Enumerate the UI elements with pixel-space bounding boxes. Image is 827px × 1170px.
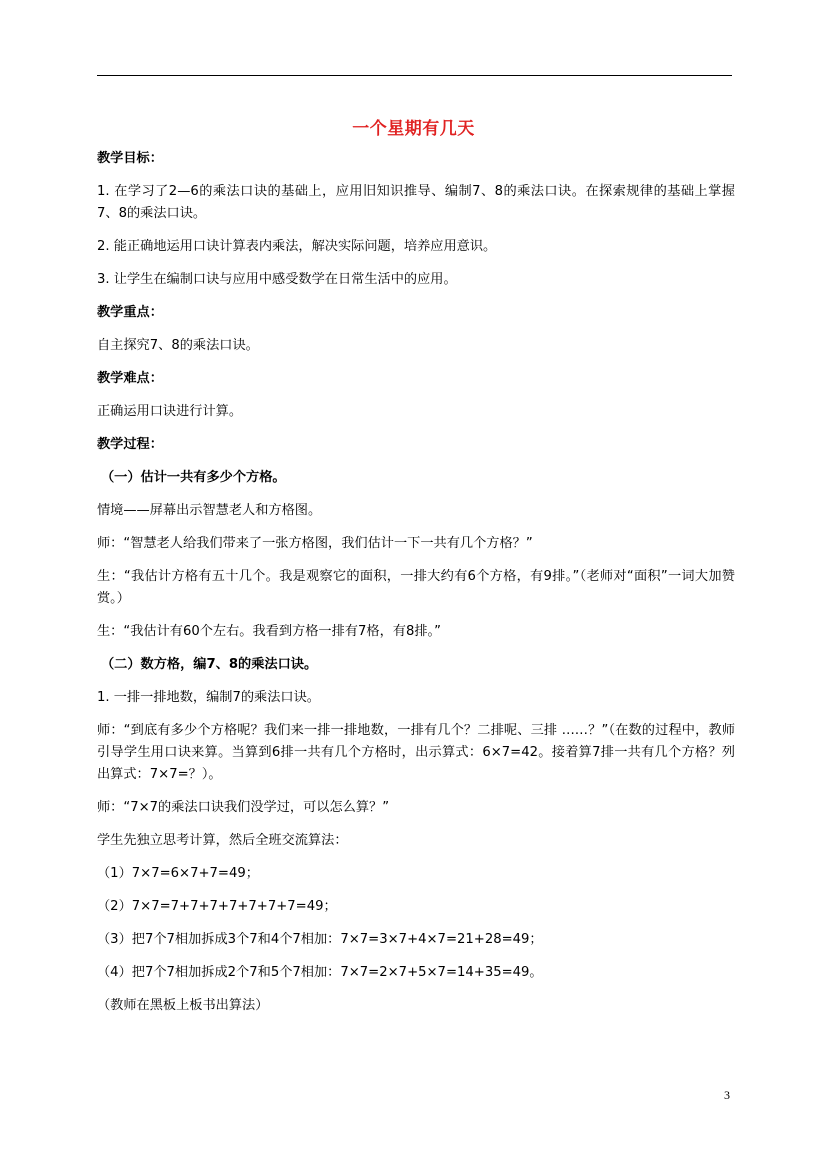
process-paragraph: 师：“到底有多少个方格呢？我们来一排一排地数，一排有几个？二排呢、三排 ……？”（在数的过程中，教师引导学生用口诀来算。当算到6排一共有几个方格时，出示算式：6×7=42。接着算7排一共有几个方格？列出算式：7×7=？）。 <box>97 723 735 782</box>
process-step-2-heading: （二）数方格，编7、8的乘法口诀。 <box>101 657 318 672</box>
objective-3: 3. 让学生在编制口诀与应用中感受数学在日常生活中的应用。 <box>97 272 457 287</box>
calculation-method: （4）把7个7相加拆成2个7和5个7相加：7×7=2×7+5×7=14+35=49。 <box>97 965 543 980</box>
key-point-text: 自主探究7、8的乘法口诀。 <box>97 338 259 353</box>
calculation-method: （3）把7个7相加拆成3个7和4个7相加：7×7=3×7+4×7=21+28=49； <box>97 932 543 947</box>
section-heading-key-points: 教学重点： <box>97 305 163 320</box>
difficulty-text: 正确运用口诀进行计算。 <box>97 404 243 419</box>
objective-1: 1. 在学习了2—6的乘法口诀的基础上，应用旧知识推导、编制7、8的乘法口诀。在探索规律的基础上掌握7、8的乘法口诀。 <box>97 184 735 221</box>
objective-2: 2. 能正确地运用口诀计算表内乘法，解决实际问题，培养应用意识。 <box>97 239 497 254</box>
process-paragraph: 情境——屏幕出示智慧老人和方格图。 <box>97 503 322 518</box>
section-heading-difficulties: 教学难点： <box>97 371 163 386</box>
calculation-method: （2）7×7=7+7+7+7+7+7+7=49； <box>97 899 337 914</box>
process-step-1-heading: （一）估计一共有多少个方格。 <box>101 470 286 485</box>
document-body <box>97 148 735 1028</box>
process-paragraph: 生：“我估计有60个左右。我看到方格一排有7格，有8排。” <box>97 624 441 639</box>
process-paragraph: 生：“我估计方格有五十几个。我是观察它的面积，一排大约有6个方格，有9排。”（老师对“面积”一词大加赞赏。） <box>97 569 735 606</box>
document-title: 一个星期有几天 <box>352 119 475 139</box>
teacher-note: （教师在黑板上板书出算法） <box>97 998 269 1013</box>
process-paragraph: 1. 一排一排地数，编制7的乘法口诀。 <box>97 690 320 705</box>
header-rule <box>97 75 732 76</box>
process-paragraph: 师：“智慧老人给我们带来了一张方格图，我们估计一下一共有几个方格？” <box>97 536 533 551</box>
process-paragraph: 师：“7×7的乘法口诀我们没学过，可以怎么算？” <box>97 800 390 815</box>
section-heading-process: 教学过程： <box>97 437 163 452</box>
page-number: 3 <box>724 1088 730 1102</box>
section-heading-objectives: 教学目标： <box>97 151 163 166</box>
calculation-method: （1）7×7=6×7+7=49； <box>97 866 259 881</box>
process-paragraph: 学生先独立思考计算，然后全班交流算法： <box>97 833 348 848</box>
